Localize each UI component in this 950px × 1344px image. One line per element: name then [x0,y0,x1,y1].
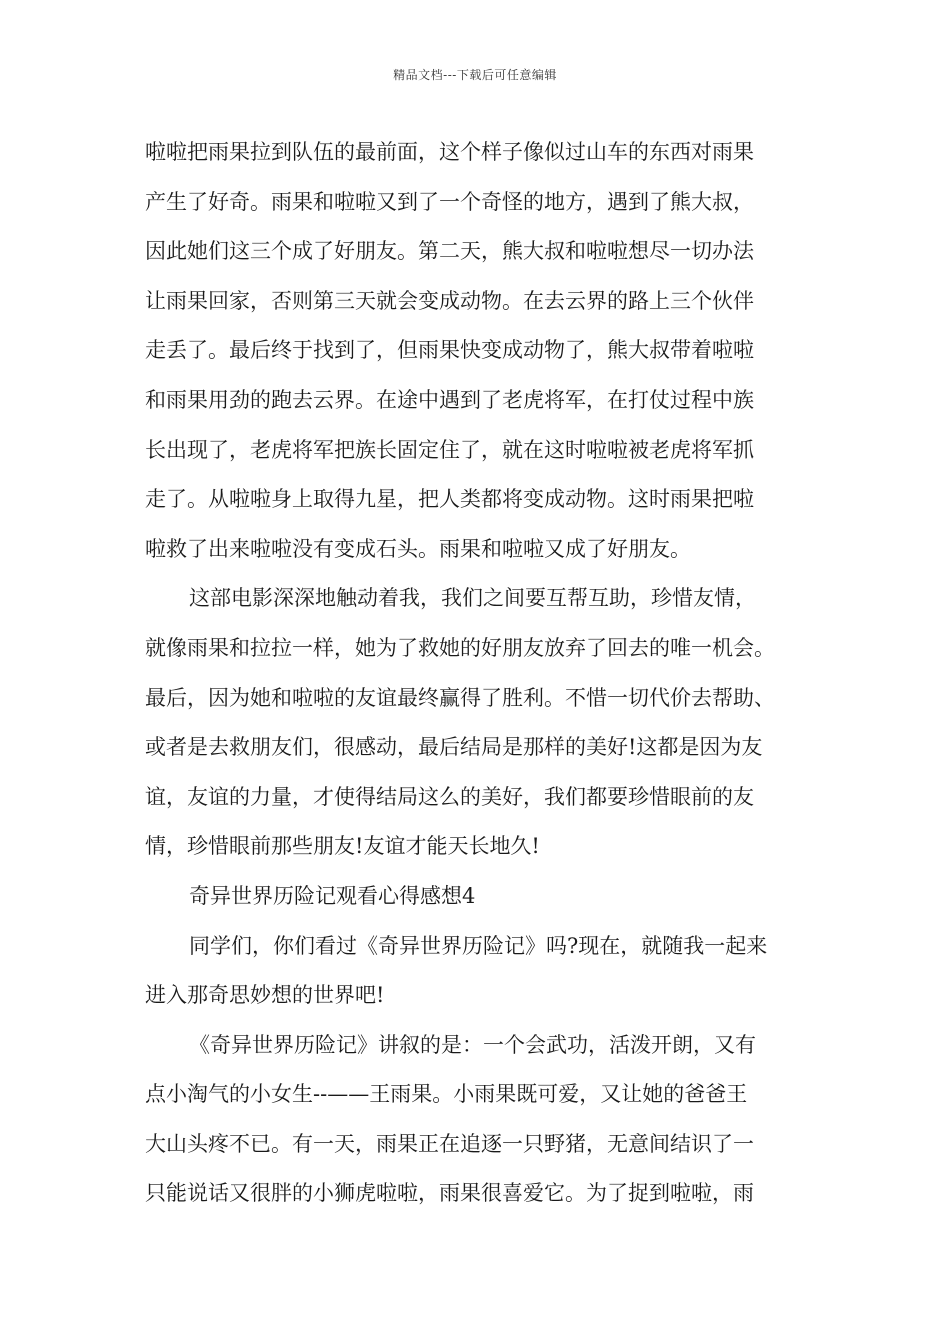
text-line: 长出现了，老虎将军把族长固定住了，就在这时啦啦被老虎将军抓 [145,437,754,462]
paragraph [145,922,825,1021]
text-line: 让雨果回家，否则第三天就会变成动物。在去云界的路上三个伙伴 [145,288,754,313]
text-line: 进入那奇思妙想的世界吧! [145,983,385,1008]
text-line: 《奇异世界历险记》讲叙的是：一个会武功，活泼开朗，又有 [189,1032,756,1057]
text-line: 啦啦把雨果拉到队伍的最前面，这个样子像似过山车的东西对雨果 [145,140,754,164]
text-line: 同学们，你们看过《奇异世界历险记》吗?现在，就随我一起来 [189,933,768,958]
page-header: 精品文档---下载后可任意编辑 [393,68,557,82]
text-line: 就像雨果和拉拉一样，她为了救她的好朋友放弃了回去的唯一机会。 [145,635,775,660]
text-line: 情，珍惜眼前那些朋友!友谊才能天长地久! [145,834,540,859]
text-line: 奇异世界历险记观看心得感想4 [189,883,476,908]
text-line: 谊，友谊的力量，才使得结局这么的美好，我们都要珍惜眼前的友 [145,784,754,809]
text-line: 大山头疼不已。有一天，雨果正在追逐一只野猪，无意间结识了一 [145,1131,754,1156]
text-line: 因此她们这三个成了好朋友。第二天，熊大叔和啦啦想尽一切办法 [145,239,754,264]
text-line: 和雨果用劲的跑去云界。在途中遇到了老虎将军，在打仗过程中族 [145,387,754,412]
paragraph [145,1021,825,1219]
text-line: 点小淘气的小女生--——王雨果。小雨果既可爱，又让她的爸爸王 [145,1082,748,1107]
paragraph [145,128,825,574]
document-body [145,128,825,1219]
text-line: 啦救了出来啦啦没有变成石头。雨果和啦啦又成了好朋友。 [145,536,691,561]
text-line: 走丢了。最后终于找到了，但雨果快变成动物了，熊大叔带着啦啦 [145,338,754,363]
text-line: 或者是去救朋友们，很感动，最后结局是那样的美好!这都是因为友 [145,735,763,760]
text-line: 只能说话又很胖的小狮虎啦啦，雨果很喜爱它。为了捉到啦啦，雨 [145,1181,754,1206]
text-line: 最后，因为她和啦啦的友谊最终赢得了胜利。不惜一切代价去帮助、 [145,685,775,710]
section-heading [145,872,825,922]
text-line: 产生了好奇。雨果和啦啦又到了一个奇怪的地方，遇到了熊大叔， [145,189,754,214]
text-line: 走了。从啦啦身上取得九星，把人类都将变成动物。这时雨果把啦 [145,487,754,512]
text-line: 这部电影深深地触动着我，我们之间要互帮互助，珍惜友情， [189,586,756,611]
paragraph [145,574,825,872]
